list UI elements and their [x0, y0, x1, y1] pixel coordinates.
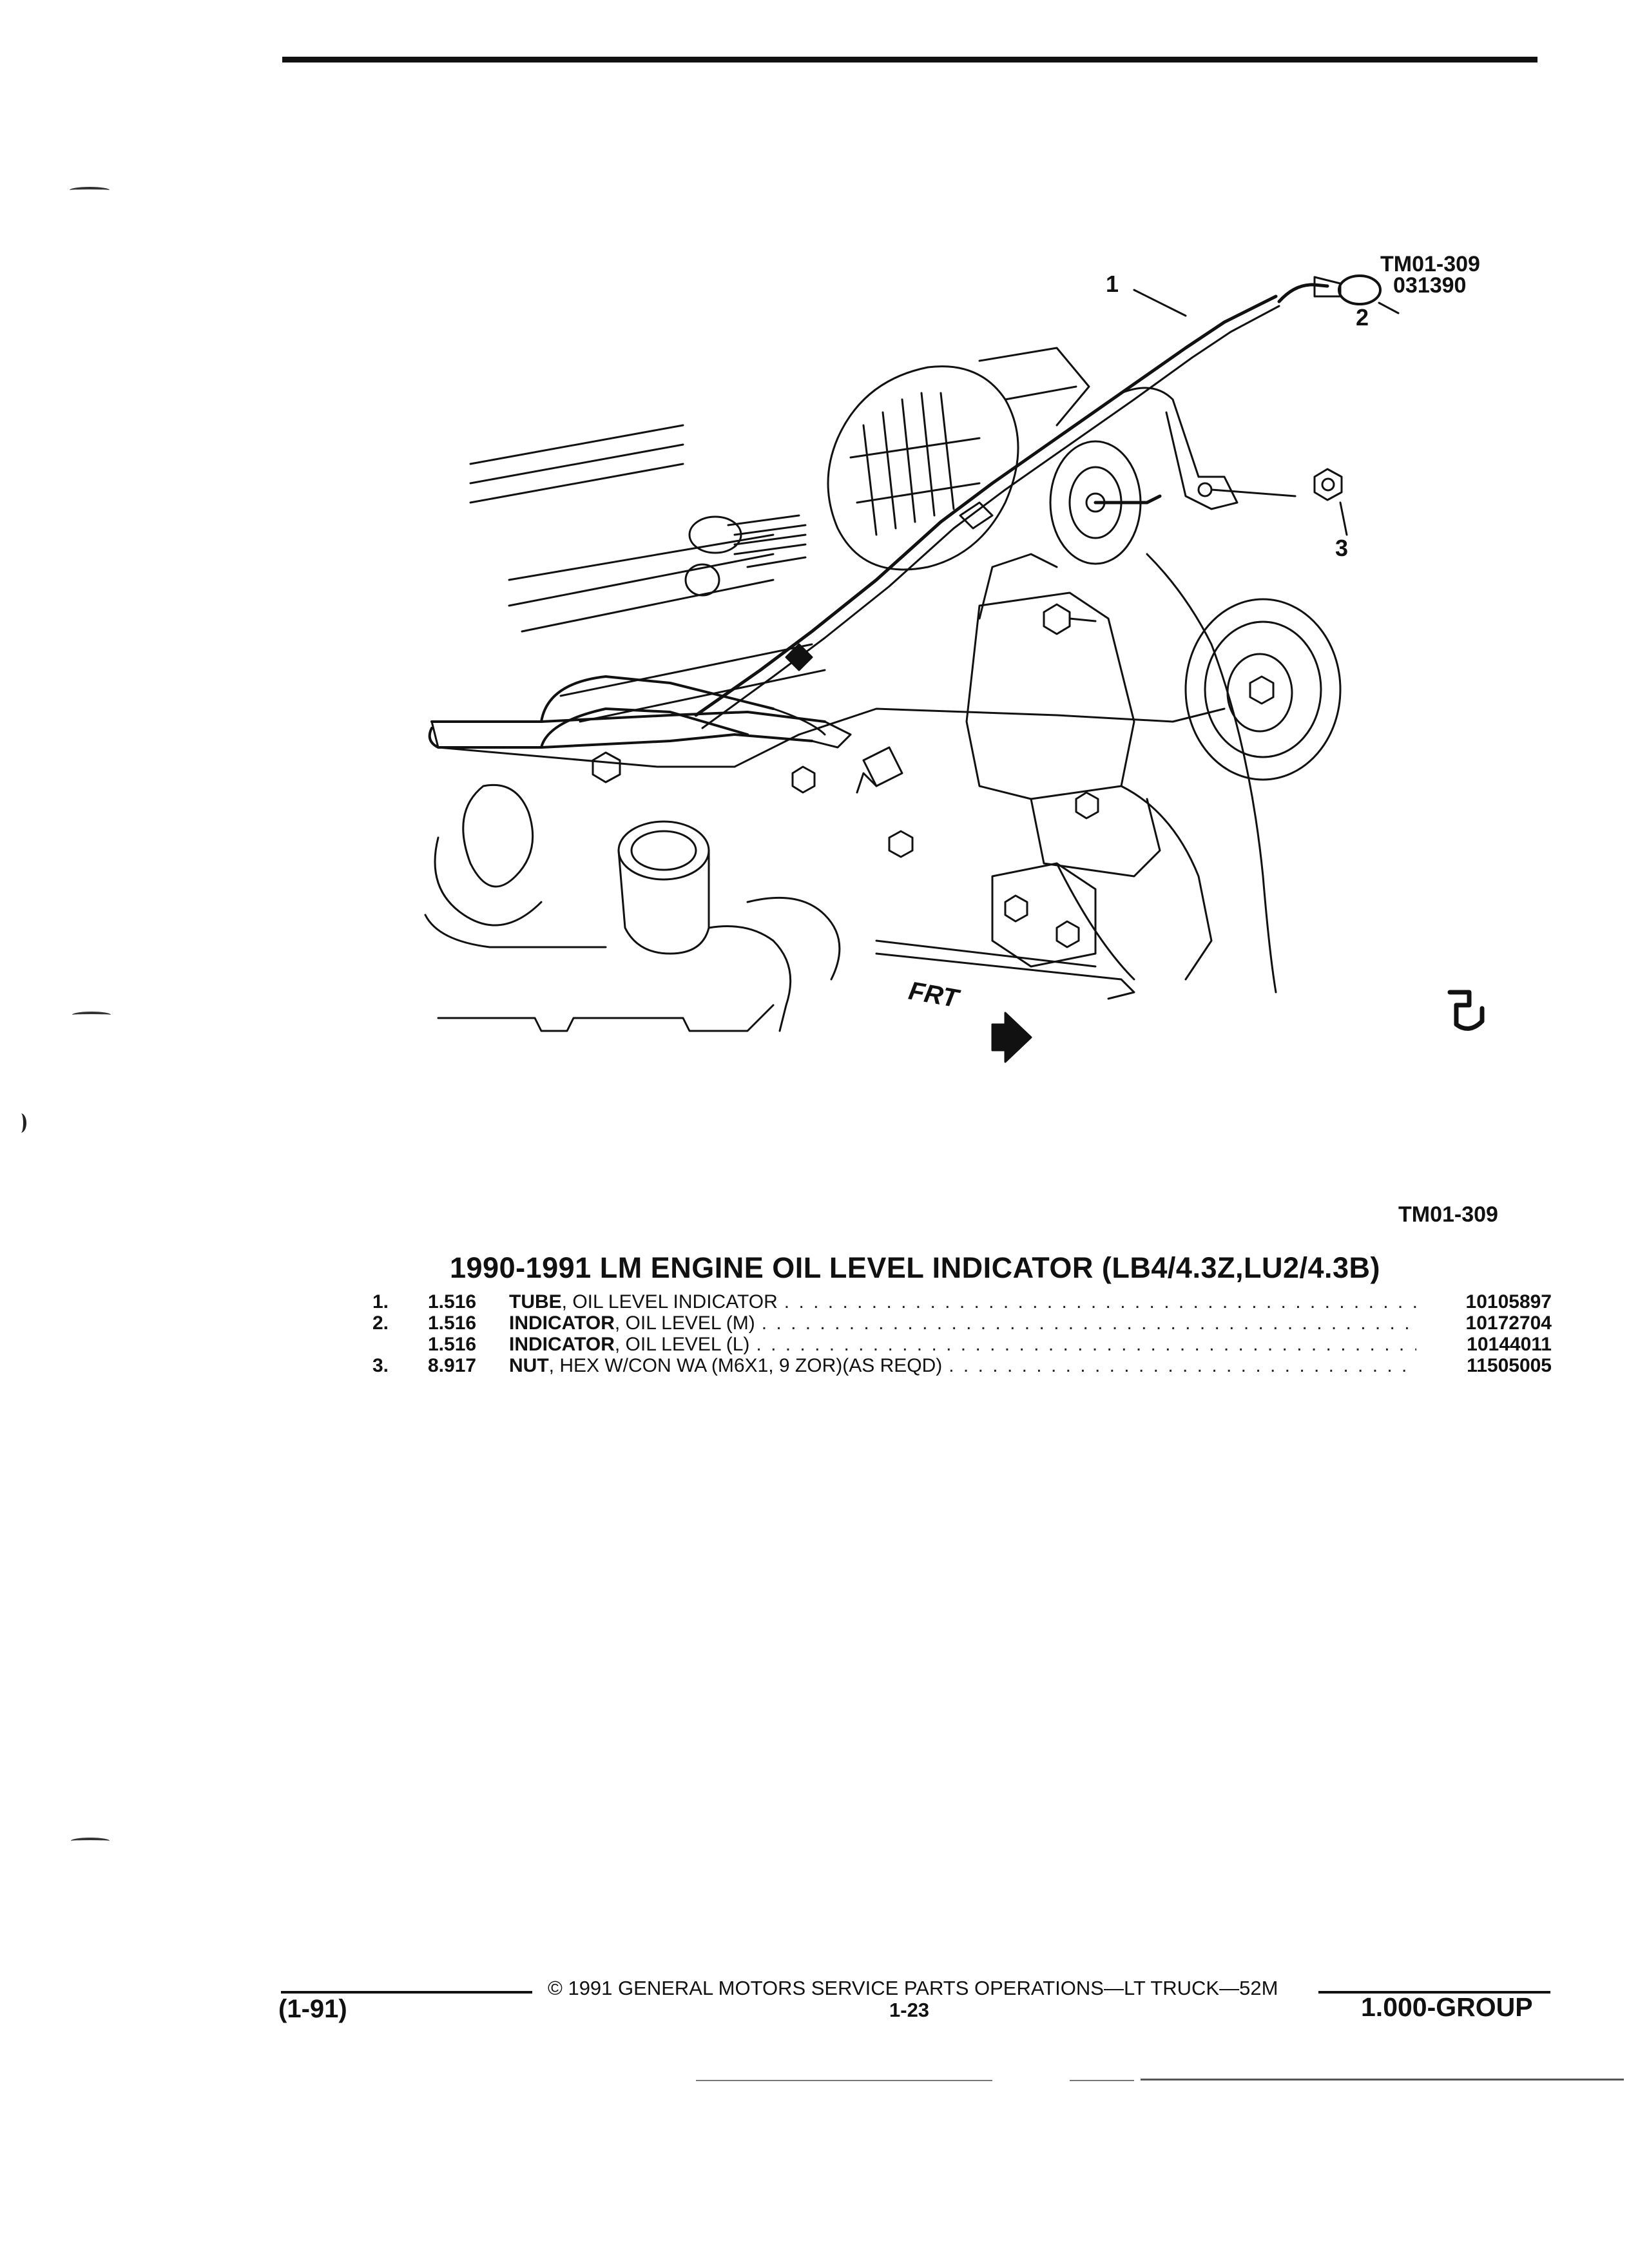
scan-mark — [72, 1012, 111, 1018]
parts-list — [372, 1291, 1552, 1376]
part-no: 11505005 — [1467, 1355, 1552, 1376]
part-code: 1.516 — [428, 1334, 477, 1355]
copyright: © 1991 GENERAL MOTORS SERVICE PARTS OPERATIONS—LT TRUCK—52M — [548, 1977, 1278, 1999]
part-name: TUBE — [509, 1291, 562, 1312]
scan-mark — [71, 1838, 110, 1844]
leader-dots — [756, 1334, 1416, 1356]
part-number: 1. — [372, 1291, 389, 1312]
part-row — [372, 1355, 1552, 1376]
top-rule — [282, 57, 1537, 62]
leader-dots — [784, 1291, 1416, 1313]
part-name: INDICATOR — [509, 1312, 615, 1334]
figure-code: TM01-309 — [1380, 252, 1480, 276]
scan-line — [696, 2080, 992, 2081]
part-row — [372, 1312, 1552, 1334]
part-row — [372, 1291, 1552, 1312]
group-label: 1.000-GROUP — [1361, 1992, 1533, 2022]
footer-rule-left — [281, 1991, 532, 1994]
scan-line — [1070, 2080, 1134, 2081]
callout-3: 3 — [1335, 535, 1349, 561]
part-description: , OIL LEVEL (L) — [614, 1334, 750, 1355]
part-code: 1.516 — [428, 1291, 477, 1312]
part-description: , OIL LEVEL (M) — [614, 1312, 755, 1334]
part-code: 1.516 — [428, 1312, 477, 1334]
part-description: , HEX W/CON WA (M6X1, 9 ZOR)(AS REQD) — [548, 1355, 943, 1376]
leader-dots — [949, 1355, 1416, 1377]
part-code: 8.917 — [428, 1355, 477, 1376]
part-no: 10172704 — [1465, 1312, 1552, 1334]
part-name: NUT — [509, 1355, 549, 1376]
part-description: , OIL LEVEL INDICATOR — [561, 1291, 778, 1312]
scan-line — [1141, 2079, 1624, 2081]
scan-mark — [15, 1113, 26, 1133]
part-name: INDICATOR — [509, 1334, 615, 1355]
part-no: 10105897 — [1465, 1291, 1552, 1312]
leader-dots — [762, 1312, 1416, 1334]
part-number: 3. — [372, 1355, 389, 1376]
part-no: 10144011 — [1467, 1334, 1552, 1355]
frt-label: FRT — [906, 976, 961, 1014]
section-id: TM01-309 — [1398, 1202, 1498, 1227]
scan-mark — [70, 187, 110, 193]
callout-2: 2 — [1356, 304, 1369, 331]
page-title: 1990-1991 LM ENGINE OIL LEVEL INDICATOR (LB4/4.3Z,LU2/4.3B) — [450, 1251, 1381, 1284]
footer-date: (1-91) — [278, 1995, 347, 2023]
part-row — [372, 1334, 1552, 1355]
page-number: 1-23 — [889, 1999, 930, 2021]
engine-illustration — [412, 232, 1534, 1063]
figure-date-code: 031390 — [1393, 273, 1467, 298]
part-number: 2. — [372, 1312, 389, 1334]
callout-1: 1 — [1106, 271, 1119, 297]
